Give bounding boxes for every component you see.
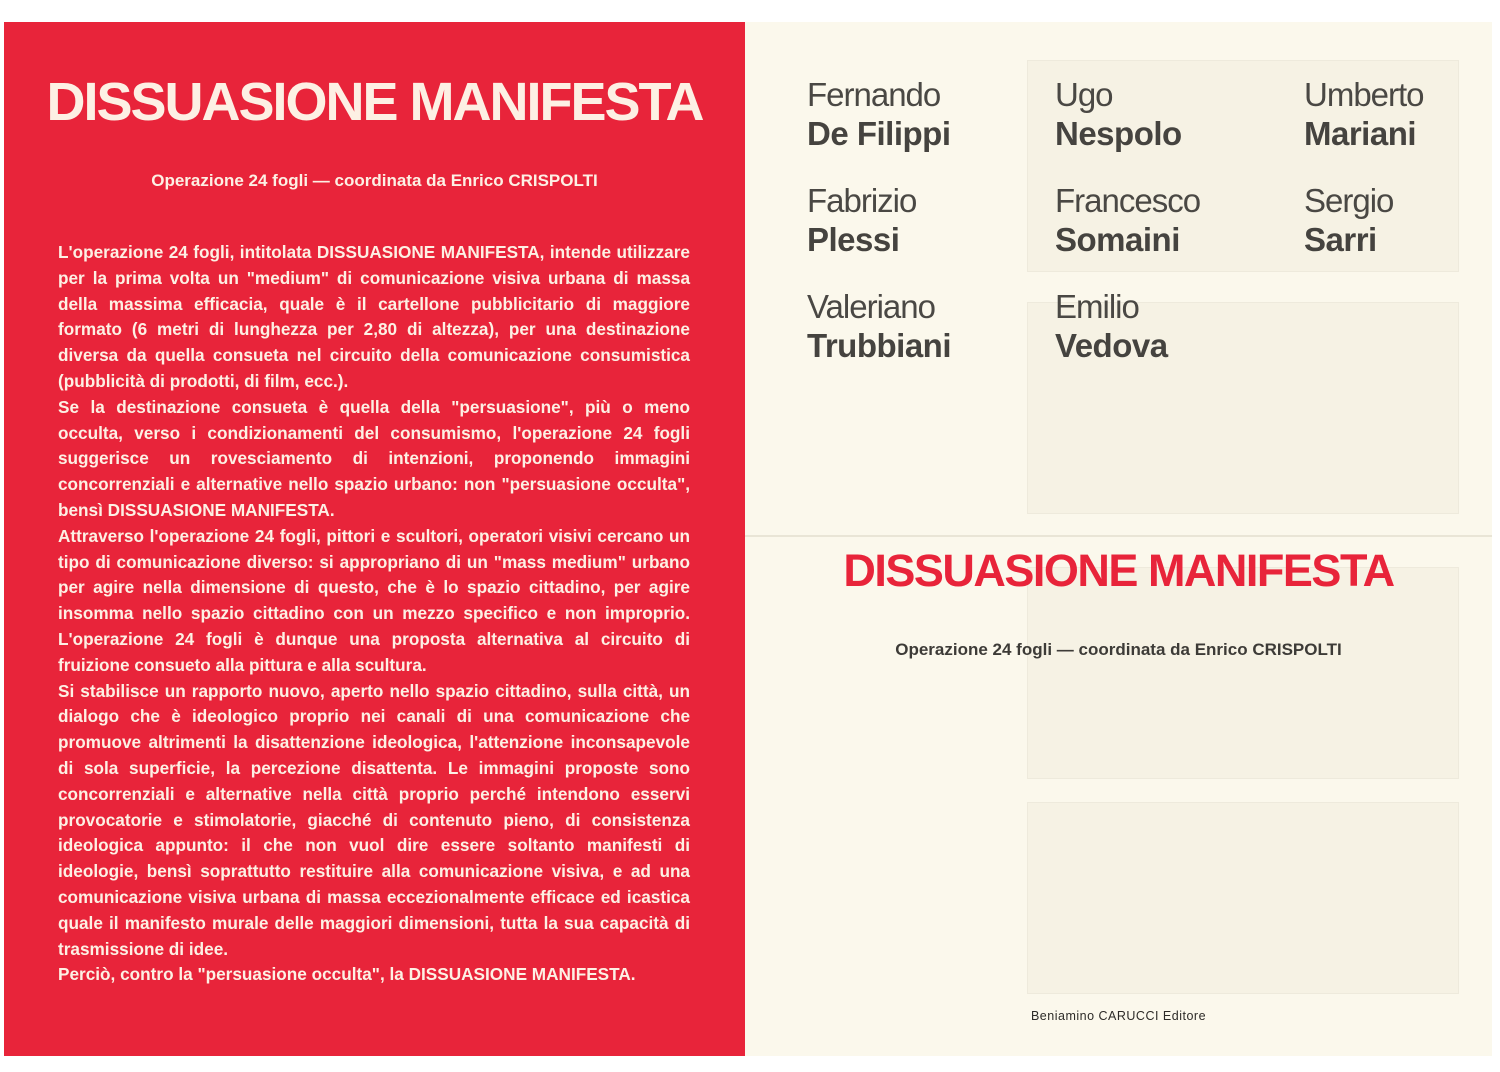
left-panel bbox=[4, 22, 745, 1056]
artist-first-name: Emilio bbox=[1055, 288, 1139, 325]
manifesto-paragraph: Si stabilisce un rapporto nuovo, aperto nello spazio cittadino, sulla città, un dialogo che è ideologico proprio nei canali di una comunicazione che promuove altrimenti la disattenzione ideologica, l'attenzione inconsapevole di sola superficie, la percezione disattenta. Le immagini proposte sono concorrenziali e alternative nella città proprio perché intendono esservi provocatorie e stimolatorie, giacché di contenuto pieno, di consistenza ideologica appunto: il che non vuol dire essere soltanto manifesti di ideologie, bensì soprattutto restituire alla comunicazione visiva, e ad una comunicazione visiva urbana di massa eccezionalmente efficace ed icastica quale il manifesto murale delle maggiori dimensioni, tutta la sua capacità di trasmissione di idee. bbox=[58, 680, 690, 959]
artist-last-name: Somaini bbox=[1055, 221, 1180, 258]
artist-first-name: Fabrizio bbox=[807, 182, 917, 219]
artist-last-name: Mariani bbox=[1304, 115, 1417, 152]
artist-first-name: Ugo bbox=[1055, 76, 1113, 113]
artist-name bbox=[807, 288, 1037, 366]
artist-last-name: Trubbiani bbox=[807, 327, 951, 364]
artist-name bbox=[807, 182, 1037, 260]
artist-name bbox=[1055, 288, 1285, 366]
manifesto-paragraph: Attraverso l'operazione 24 fogli, pittori e scultori, operatori visivi cercano un tipo di comunicazione diverso: si appropriano di un "mass medium" urbano per agire nella dimensione di questo, che è lo spazio cittadino, per agire insomma nello spazio cittadino con un mezzo specifico e non improprio. L'operazione 24 fogli è dunque una proposta alternativa al circuito di fruizione consueto alla pittura e alla scultura. bbox=[58, 525, 690, 675]
artist-name bbox=[1055, 76, 1285, 154]
artist-name bbox=[1055, 182, 1285, 260]
publisher-credit: Beniamino CARUCCI Editore bbox=[1030, 1009, 1207, 1023]
artist-first-name: Fernando bbox=[807, 76, 941, 113]
artist-first-name: Umberto bbox=[1304, 76, 1424, 113]
artist-last-name: Vedova bbox=[1055, 327, 1168, 364]
artist-name bbox=[807, 76, 1037, 154]
manifesto-paragraph: L'operazione 24 fogli, intitolata DISSUASIONE MANIFESTA, intende utilizzare per la prima volta un "medium" di comunicazione visiva urbana di massa della massima efficacia, quale è il cartellone pubblicitario di maggiore formato (6 metri di lunghezza per 2,80 di altezza), per una destinazione diversa da quella consueta nel circuito della comunicazione consumistica (pubblicità di prodotti, di film, ecc.). bbox=[58, 242, 690, 391]
artist-last-name: Sarri bbox=[1304, 221, 1377, 258]
right-panel bbox=[745, 22, 1492, 1056]
show-through-block bbox=[1027, 567, 1459, 779]
show-through-block bbox=[1027, 802, 1459, 994]
manifesto-text bbox=[58, 240, 690, 988]
artist-name bbox=[1304, 182, 1500, 260]
artist-last-name: De Filippi bbox=[807, 115, 951, 152]
fold-line bbox=[745, 535, 1492, 537]
artist-name bbox=[1304, 76, 1500, 154]
poster-sheet bbox=[4, 22, 1492, 1056]
artist-last-name: Plessi bbox=[807, 221, 900, 258]
right-title: DISSUASIONE MANIFESTA bbox=[843, 545, 1394, 596]
left-title: DISSUASIONE MANIFESTA bbox=[46, 72, 703, 132]
artist-first-name: Valeriano bbox=[807, 288, 935, 325]
manifesto-paragraph: Perciò, contro la "persuasione occulta", la DISSUASIONE MANIFESTA. bbox=[58, 964, 636, 985]
left-subtitle: Operazione 24 fogli — coordinata da Enrico CRISPOLTI bbox=[151, 171, 598, 190]
artist-list bbox=[807, 76, 1447, 386]
right-subtitle: Operazione 24 fogli — coordinata da Enrico CRISPOLTI bbox=[895, 640, 1342, 659]
artist-last-name: Nespolo bbox=[1055, 115, 1182, 152]
artist-first-name: Sergio bbox=[1304, 182, 1394, 219]
artist-first-name: Francesco bbox=[1055, 182, 1201, 219]
manifesto-paragraph: Se la destinazione consueta è quella della "persuasione", più o meno occulta, verso i condizionamenti del consumismo, l'operazione 24 fogli suggerisce un rovesciamento di intenzioni, proponendo immagini concorrenziali e alternative nello spazio urbano: non "persuasione occulta", bensì DISSUASIONE MANIFESTA. bbox=[58, 396, 690, 520]
